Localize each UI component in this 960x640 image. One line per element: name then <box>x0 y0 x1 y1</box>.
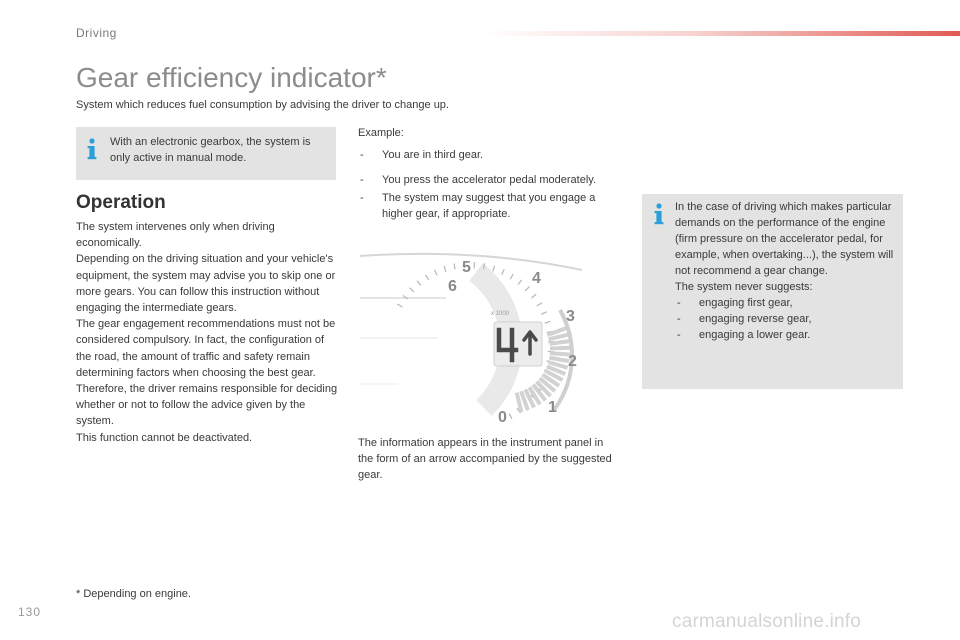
intro-text: System which reduces fuel consumption by advising the driver to change up. <box>76 99 449 111</box>
never-suggest-item <box>675 327 899 343</box>
never-suggest-text: engaging first gear, <box>699 297 793 309</box>
example-step <box>358 147 618 163</box>
footnote: * Depending on engine. <box>76 588 191 600</box>
gauge-tick <box>454 264 455 270</box>
gauge-rev-segment <box>550 353 570 354</box>
example-step-list-2 <box>358 172 618 222</box>
dash-bullet: - <box>360 149 364 161</box>
example-step-text: You are in third gear. <box>382 149 484 161</box>
illustration-caption: The information appears in the instrument panel in the form of an arrow accompanied by the suggested gear. <box>358 437 612 481</box>
example-step-text: You press the accelerator pedal moderately. <box>382 174 597 186</box>
info-icon <box>85 137 99 161</box>
section-label: Driving <box>76 26 117 40</box>
gauge-tick <box>518 280 522 285</box>
operation-body <box>76 219 342 446</box>
gauge-tick <box>541 312 546 314</box>
never-suggest-text: engaging reverse gear, <box>699 313 812 325</box>
dash-bullet: - <box>360 192 364 204</box>
gauge-tick <box>493 266 495 272</box>
info-note-intro: In the case of driving which makes particular demands on the performance of the engine (firm pressure on the accelerator pedal, for example, when overtaking...), the system will not recommend a gear change. <box>675 201 894 277</box>
rpm-number-4: 4 <box>532 270 541 287</box>
operation-paragraph: The system intervenes only when driving economically. <box>76 221 275 250</box>
operation-paragraph: Depending on the driving situation and your vehicle's equipment, the system may advise you to skip one or more gears. You can follow this instruction without engaging the intermediate gears. <box>76 253 336 315</box>
operation-paragraph: This function cannot be deactivated. <box>76 431 253 444</box>
gauge-tick <box>444 266 446 272</box>
gauge-tick <box>425 275 428 280</box>
rpm-number-6: 6 <box>448 278 457 295</box>
example-step <box>358 190 618 222</box>
never-suggest-item <box>675 295 899 311</box>
instrument-panel-illustration <box>358 250 608 432</box>
gauge-tick <box>509 414 512 419</box>
gauge-rev-segment <box>550 341 570 344</box>
gauge-rev-segment <box>549 358 569 361</box>
gauge-tick <box>502 269 504 274</box>
gauge-tick <box>435 270 438 275</box>
gauge-tick <box>410 288 414 292</box>
info-note-electronic-gearbox <box>76 127 336 180</box>
gauge-tick <box>397 304 402 307</box>
operation-paragraph: The gear engagement recommendations must not be considered compulsory. In fact, the configuration of the road, the amount of traffic and safety remain determining factors when choosing the best gear. Therefore, the driver remains responsible for deciding whether or not to follow the advice given by the system. <box>76 318 338 428</box>
panel-contour <box>360 254 582 270</box>
page-number: 130 <box>18 605 42 619</box>
rpm-number-0: 0 <box>498 409 507 426</box>
dash-bullet: - <box>677 297 681 309</box>
info-note-text: With an electronic gearbox, the system is only active in manual mode. <box>110 136 311 164</box>
info-note-never-label: The system never suggests: <box>675 281 813 293</box>
example-step-list <box>358 147 618 163</box>
rpm-number-1: 1 <box>548 399 557 416</box>
info-note-text <box>675 199 899 343</box>
info-note-demanding-driving <box>642 194 903 389</box>
rpm-number-5: 5 <box>462 259 471 276</box>
example-label: Example: <box>358 127 404 139</box>
example-step-text: The system may suggest that you engage a higher gear, if appropriate. <box>382 192 596 220</box>
dash-bullet: - <box>677 313 681 325</box>
info-icon <box>652 202 666 226</box>
never-suggest-item <box>675 311 899 327</box>
header-accent-bar <box>480 31 960 36</box>
example-step <box>358 172 618 188</box>
watermark: carmanualsonline.info <box>672 611 862 632</box>
rpm-number-2: 2 <box>568 353 577 370</box>
rpm-scale-label: x 1000 <box>491 311 510 317</box>
gauge-tick <box>531 294 536 298</box>
gauge-tick <box>417 281 421 286</box>
rpm-number-3: 3 <box>566 308 575 325</box>
gauge-tick <box>545 321 551 323</box>
gauge-tick <box>525 287 529 291</box>
never-suggest-text: engaging a lower gear. <box>699 329 811 341</box>
gauge-rev-segment <box>550 348 570 349</box>
tachometer-gauge <box>358 250 608 432</box>
operation-heading: Operation <box>76 192 166 213</box>
page-title: Gear efficiency indicator* <box>76 62 387 93</box>
gauge-tick <box>537 303 542 306</box>
dash-bullet: - <box>360 174 364 186</box>
dash-bullet: - <box>677 329 681 341</box>
gauge-tick <box>510 274 513 279</box>
